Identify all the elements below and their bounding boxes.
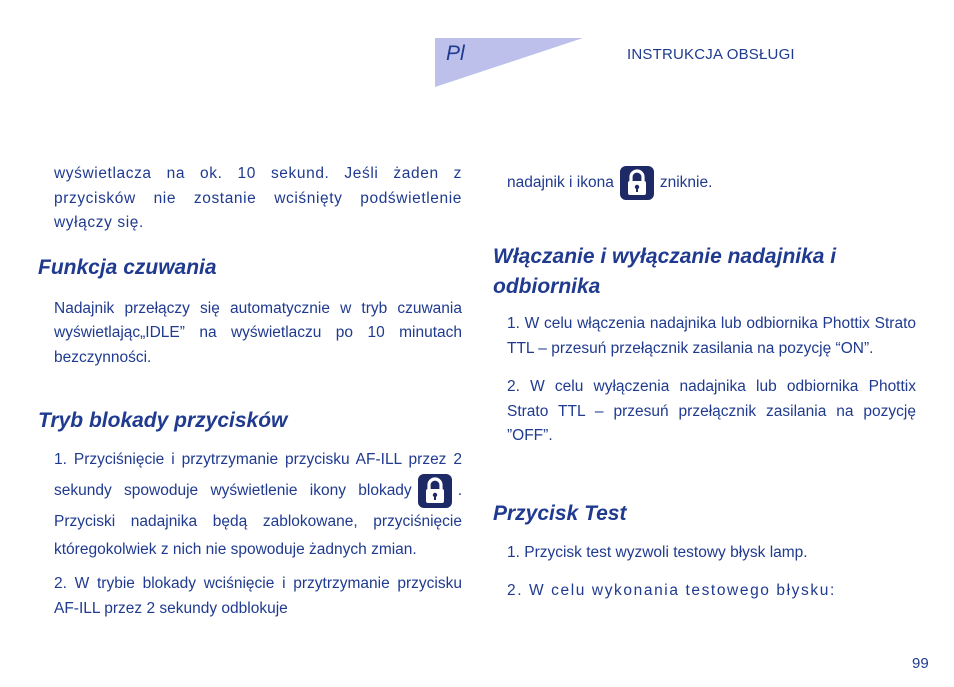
test-paragraph-1: 1. Przycisk test wyzwoli testowy błysk lamp. bbox=[507, 543, 808, 561]
lock-paragraph-1 bbox=[54, 446, 462, 564]
left-column bbox=[38, 162, 462, 621]
intro-paragraph: wyświetlacza na ok. 10 sekund. Jeśli żaden z przycisków nie zostanie wciśnięty podświetlenie wyłączy się. bbox=[54, 165, 462, 231]
manual-title: INSTRUKCJA OBSŁUGI bbox=[627, 46, 795, 63]
continuation-before: nadajnik i ikona bbox=[507, 174, 614, 192]
lock-heading: Tryb blokady przycisków bbox=[38, 409, 288, 432]
power-paragraph-2: 2. W celu wyłączenia nadajnika lub odbiornika Phottix Strato TTL – przesuń przełącznik zasilania na pozycję ”OFF”. bbox=[507, 378, 916, 445]
continuation-paragraph bbox=[507, 166, 916, 200]
power-heading: Włączanie i wyłączanie nadajnika i odbiornika bbox=[493, 245, 837, 299]
right-column bbox=[493, 162, 916, 604]
continuation-after: zniknie. bbox=[659, 174, 713, 192]
lock-paragraph-1-before: 1. Przyciśnięcie i przytrzymanie przycisku AF-ILL przez 2 sekundy spowoduje wyświetlenie ikony blokady bbox=[54, 451, 462, 500]
power-paragraph-1: 1. W celu włączenia nadajnika lub odbiornika Phottix Strato TTL – przesuń przełącznik zasilania na pozycję “ON”. bbox=[507, 315, 916, 357]
lock-icon bbox=[418, 474, 452, 508]
lock-paragraph-1-after: . Przyciski nadajnika będą zablokowane, przyciśnięcie któregokolwiek z nich nie spowoduje żadnych zmian. bbox=[54, 482, 462, 558]
standby-paragraph: Nadajnik przełączy się automatycznie w tryb czuwania wyświetlając„IDLE” na wyświetlaczu po 10 minutach bezczynności. bbox=[54, 299, 462, 366]
standby-heading: Funkcja czuwania bbox=[38, 255, 217, 279]
test-heading: Przycisk Test bbox=[493, 501, 627, 525]
lock-icon bbox=[620, 166, 654, 200]
page-number: 99 bbox=[912, 655, 929, 672]
test-paragraph-2: 2. W celu wykonania testowego błysku: bbox=[507, 582, 836, 600]
lock-paragraph-2: 2. W trybie blokady wciśnięcie i przytrzymanie przycisku AF-ILL przez 2 sekundy odblokuje bbox=[54, 575, 462, 617]
language-label: Pl bbox=[446, 42, 465, 65]
